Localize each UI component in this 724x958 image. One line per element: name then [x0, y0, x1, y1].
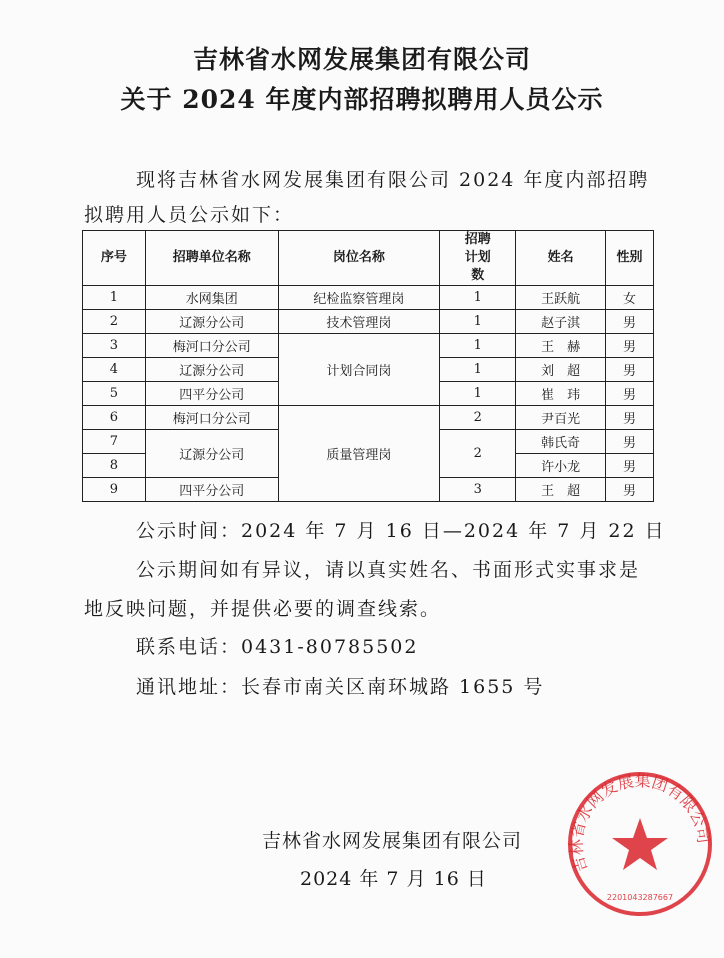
- cell-no: 6: [83, 406, 146, 430]
- cell-gender: 男: [606, 358, 654, 382]
- cell-plan: 1: [440, 334, 516, 358]
- cell-unit: 四平分公司: [145, 382, 278, 406]
- cell-plan: 3: [440, 478, 516, 502]
- cell-gender: 男: [606, 310, 654, 334]
- cell-name: 崔 玮: [516, 382, 606, 406]
- cell-gender: 男: [606, 406, 654, 430]
- cell-name: 王 超: [516, 478, 606, 502]
- header-gender: 性别: [606, 231, 654, 286]
- cell-plan: 1: [440, 286, 516, 310]
- cell-gender: 女: [606, 286, 654, 310]
- intro-line-2: 拟聘用人员公示如下：: [84, 204, 295, 226]
- table-row: [83, 334, 654, 358]
- cell-gender: 男: [606, 478, 654, 502]
- table-header-row: [83, 231, 654, 286]
- header-plan: 招聘计划数: [440, 231, 516, 286]
- cell-unit: 辽源分公司: [145, 358, 278, 382]
- cell-post: 质量管理岗: [278, 406, 440, 502]
- cell-unit: 四平分公司: [145, 478, 278, 502]
- cell-no: 3: [83, 334, 146, 358]
- cell-plan: 2: [440, 430, 516, 478]
- cell-no: 5: [83, 382, 146, 406]
- mailing-address: 通讯地址：长春市南关区南环城路 1655 号: [136, 676, 545, 698]
- cell-name: 韩氏奇: [516, 430, 606, 454]
- table-row: [83, 406, 654, 430]
- cell-post: 纪检监察管理岗: [278, 286, 440, 310]
- cell-unit: 辽源分公司: [145, 430, 278, 478]
- cell-name: 刘 超: [516, 358, 606, 382]
- cell-name: 尹百光: [516, 406, 606, 430]
- signature-org: 吉林省水网发展集团有限公司: [262, 830, 523, 852]
- cell-name: 王跃航: [516, 286, 606, 310]
- star-icon: [612, 818, 668, 870]
- header-no: 序号: [83, 231, 146, 286]
- cell-post: 计划合同岗: [278, 334, 440, 406]
- cell-gender: 男: [606, 430, 654, 454]
- cell-no: 8: [83, 454, 146, 478]
- cell-no: 4: [83, 358, 146, 382]
- cell-unit: 水网集团: [145, 286, 278, 310]
- svg-text:吉林省水网发展集团有限公司: 吉林省水网发展集团有限公司: [566, 771, 714, 876]
- cell-no: 2: [83, 310, 146, 334]
- cell-plan: 1: [440, 358, 516, 382]
- cell-gender: 男: [606, 334, 654, 358]
- cell-name: 许小龙: [516, 454, 606, 478]
- cell-no: 7: [83, 430, 146, 454]
- signature-date: 2024 年 7 月 16 日: [300, 868, 487, 890]
- title-line-1: 吉林省水网发展集团有限公司: [192, 45, 531, 74]
- table-row: [83, 286, 654, 310]
- header-name: 姓名: [516, 231, 606, 286]
- cell-gender: 男: [606, 382, 654, 406]
- candidates-table: [82, 230, 654, 502]
- official-seal-stamp: [566, 770, 714, 918]
- cell-unit: 梅河口分公司: [145, 406, 278, 430]
- objection-line-2: 地反映问题，并提供必要的调查线索。: [84, 598, 442, 620]
- cell-unit: 辽源分公司: [145, 310, 278, 334]
- publicity-period: 公示时间：2024 年 7 月 16 日—2024 年 7 月 22 日: [136, 520, 666, 542]
- cell-plan: 1: [440, 382, 516, 406]
- cell-name: 王 赫: [516, 334, 606, 358]
- cell-plan: 2: [440, 406, 516, 430]
- cell-gender: 男: [606, 454, 654, 478]
- table-row: [83, 310, 654, 334]
- svg-text:2201043287667: 2201043287667: [606, 893, 674, 902]
- contact-phone: 联系电话：0431-80785502: [136, 636, 419, 658]
- cell-name: 赵子淇: [516, 310, 606, 334]
- header-unit: 招聘单位名称: [145, 231, 278, 286]
- title-line-2: 关于 2024 年度内部招聘拟聘用人员公示: [120, 85, 604, 114]
- header-post: 岗位名称: [278, 231, 440, 286]
- intro-line-1: 现将吉林省水网发展集团有限公司 2024 年度内部招聘: [136, 169, 650, 191]
- cell-unit: 梅河口分公司: [145, 334, 278, 358]
- objection-line-1: 公示期间如有异议，请以真实姓名、书面形式实事求是: [136, 559, 641, 581]
- cell-plan: 1: [440, 310, 516, 334]
- cell-post: 技术管理岗: [278, 310, 440, 334]
- cell-no: 9: [83, 478, 146, 502]
- cell-no: 1: [83, 286, 146, 310]
